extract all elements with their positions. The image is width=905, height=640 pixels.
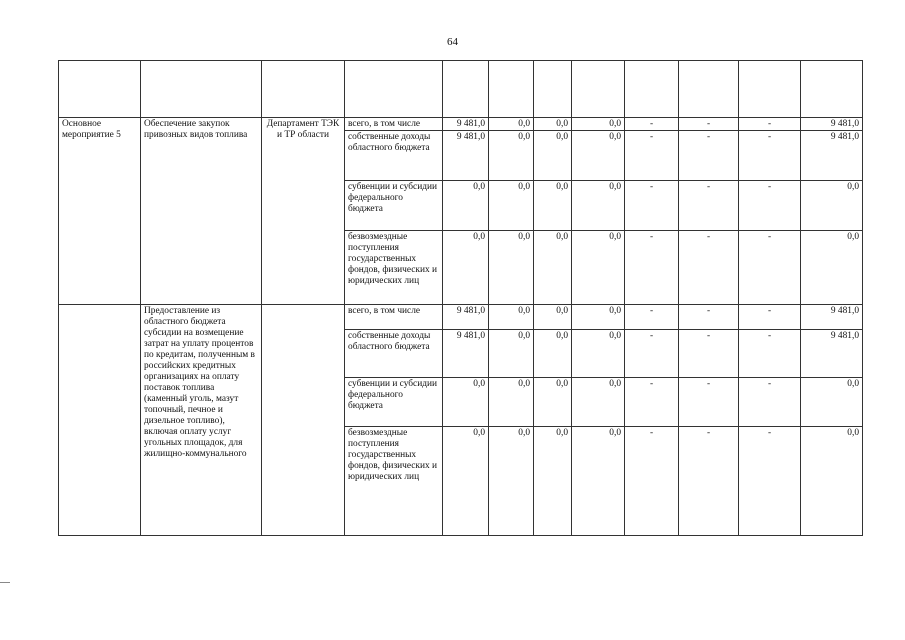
measure-title-empty xyxy=(59,305,141,536)
header-cell xyxy=(534,61,572,118)
source-cell: безвозмездные поступления государственных фондов, физических и юридических лиц xyxy=(345,231,443,305)
source-cell: субвенции и субсидии федерального бюджета xyxy=(345,378,443,427)
value-cell: 0,0 xyxy=(572,427,625,536)
total-cell: 0,0 xyxy=(801,427,863,536)
value-cell: - xyxy=(679,378,739,427)
value-cell: 0,0 xyxy=(572,231,625,305)
source-cell: собственные доходы областного бюджета xyxy=(345,131,443,181)
total-cell: 0,0 xyxy=(801,378,863,427)
header-cell xyxy=(739,61,801,118)
source-cell: всего, в том числе xyxy=(345,118,443,131)
header-cell xyxy=(489,61,534,118)
value-cell: - xyxy=(679,131,739,181)
table-row xyxy=(59,118,863,131)
total-cell: 0,0 xyxy=(801,181,863,231)
header-cell xyxy=(572,61,625,118)
measure-title: Основное мероприятие 5 xyxy=(59,118,141,305)
value-cell: 0,0 xyxy=(489,305,534,330)
value-cell: 0,0 xyxy=(534,231,572,305)
value-cell: - xyxy=(739,427,801,536)
value-cell: 0,0 xyxy=(534,427,572,536)
total-cell: 9 481,0 xyxy=(801,330,863,378)
total-cell: 9 481,0 xyxy=(801,305,863,330)
table-row xyxy=(59,305,863,330)
value-cell: 0,0 xyxy=(534,131,572,181)
value-cell: 9 481,0 xyxy=(443,330,489,378)
source-cell: собственные доходы областного бюджета xyxy=(345,330,443,378)
value-cell: - xyxy=(739,330,801,378)
value-cell: - xyxy=(625,231,679,305)
scan-artifact xyxy=(0,582,10,583)
value-cell: 0,0 xyxy=(534,181,572,231)
value-cell: - xyxy=(625,330,679,378)
table-header-row xyxy=(59,61,863,118)
value-cell: - xyxy=(739,305,801,330)
value-cell: 0,0 xyxy=(572,131,625,181)
value-cell: - xyxy=(679,231,739,305)
header-cell xyxy=(345,61,443,118)
value-cell: - xyxy=(625,118,679,131)
activity-name: Обеспечение закупок привозных видов топлива xyxy=(141,118,262,305)
value-cell: 0,0 xyxy=(443,181,489,231)
value-cell: 0,0 xyxy=(489,181,534,231)
value-cell: 0,0 xyxy=(572,305,625,330)
value-cell: - xyxy=(679,305,739,330)
value-cell: 0,0 xyxy=(443,427,489,536)
value-cell: 0,0 xyxy=(534,378,572,427)
value-cell: - xyxy=(625,131,679,181)
value-cell: - xyxy=(739,378,801,427)
header-cell xyxy=(262,61,345,118)
activity-name: Предоставление из областного бюджета субсидии на возмещение затрат на уплату процентов по кредитам, полученным в российских кредитных организациях на оплату поставок топлива (каменный уголь, мазут топочный, печное и дизельное топливо), включая оплату услуг угольных площадок, для жилищно-коммунального xyxy=(141,305,262,536)
value-cell: - xyxy=(625,427,679,536)
header-cell xyxy=(59,61,141,118)
header-cell xyxy=(679,61,739,118)
value-cell: - xyxy=(679,118,739,131)
page-number: 64 xyxy=(447,36,458,48)
value-cell: - xyxy=(679,330,739,378)
value-cell: 0,0 xyxy=(572,378,625,427)
value-cell: - xyxy=(739,181,801,231)
value-cell: 0,0 xyxy=(489,330,534,378)
header-cell xyxy=(801,61,863,118)
value-cell: 0,0 xyxy=(489,427,534,536)
value-cell: 0,0 xyxy=(489,131,534,181)
value-cell: 0,0 xyxy=(534,305,572,330)
value-cell: - xyxy=(625,305,679,330)
value-cell: 0,0 xyxy=(443,231,489,305)
value-cell: - xyxy=(679,181,739,231)
value-cell: 9 481,0 xyxy=(443,118,489,131)
value-cell: 0,0 xyxy=(534,118,572,131)
value-cell: - xyxy=(739,231,801,305)
source-cell: всего, в том числе xyxy=(345,305,443,330)
value-cell: 0,0 xyxy=(572,330,625,378)
header-cell xyxy=(141,61,262,118)
source-cell: безвозмездные поступления государственных фондов, физических и юридических лиц xyxy=(345,427,443,536)
value-cell: 0,0 xyxy=(489,231,534,305)
total-cell: 9 481,0 xyxy=(801,131,863,181)
value-cell: 0,0 xyxy=(572,118,625,131)
value-cell: 0,0 xyxy=(572,181,625,231)
value-cell: - xyxy=(739,131,801,181)
value-cell: - xyxy=(625,181,679,231)
budget-table xyxy=(58,60,863,536)
value-cell: - xyxy=(625,378,679,427)
value-cell: 0,0 xyxy=(443,378,489,427)
value-cell: 9 481,0 xyxy=(443,305,489,330)
header-cell xyxy=(443,61,489,118)
value-cell: 0,0 xyxy=(534,330,572,378)
total-cell: 0,0 xyxy=(801,231,863,305)
value-cell: - xyxy=(739,118,801,131)
executor-empty xyxy=(262,305,345,536)
value-cell: 0,0 xyxy=(489,118,534,131)
source-cell: субвенции и субсидии федерального бюджета xyxy=(345,181,443,231)
value-cell: 0,0 xyxy=(489,378,534,427)
executor-name: Департамент ТЭК и ТР области xyxy=(262,118,345,305)
total-cell: 9 481,0 xyxy=(801,118,863,131)
value-cell: - xyxy=(679,427,739,536)
value-cell: 9 481,0 xyxy=(443,131,489,181)
header-cell xyxy=(625,61,679,118)
